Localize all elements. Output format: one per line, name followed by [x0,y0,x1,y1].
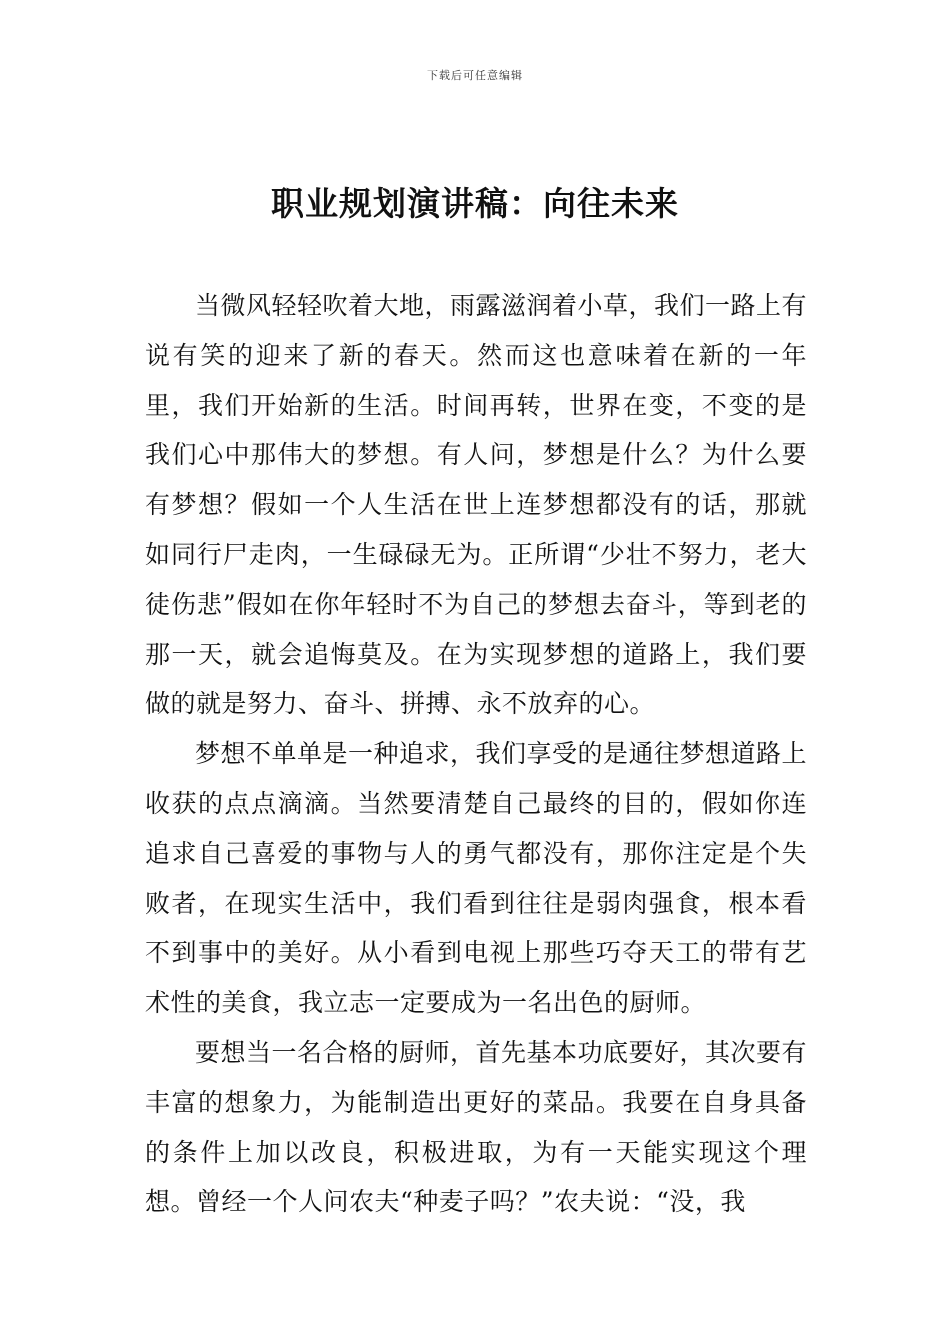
header-note: 下载后可任意编辑 [427,69,523,82]
paragraph-2: 梦想不单单是一种追求，我们享受的是通往梦想道路上收获的点点滴滴。当然要清楚自己最终的目的，假如你连追求自己喜爱的事物与人的勇气都没有，那你注定是个失败者，在现实生活中，我们看到往往是弱肉强食，根本看不到事中的美好。从小看到电视上那些巧夺天工的带有艺术性的美食，我立志一定要成为一名出色的厨师。 [145,739,808,1018]
document-body [145,281,807,1227]
document-title: 职业规划演讲稿：向往未来 [271,184,679,223]
paragraph-3: 要想当一名合格的厨师，首先基本功底要好，其次要有丰富的想象力，为能制造出更好的菜品。我要在自身具备的条件上加以改良，积极进取，为有一天能实现这个理想。曾经一个人问农夫“种麦子吗？”农夫说：“没，我 [145,1037,808,1217]
paragraph-1: 当微风轻轻吹着大地，雨露滋润着小草，我们一路上有说有笑的迎来了新的春天。然而这也意味着在新的一年里，我们开始新的生活。时间再转，世界在变，不变的是我们心中那伟大的梦想。有人问，梦想是什么？为什么要有梦想？假如一个人生活在世上连梦想都没有的话，那就如同行尸走肉，一生碌碌无为。正所谓“少壮不努力，老大徒伤悲”假如在你年轻时不为自己的梦想去奋斗，等到老的那一天，就会追悔莫及。在为实现梦想的道路上，我们要做的就是努力、奋斗、拼搏、永不放弃的心。 [145,291,808,719]
